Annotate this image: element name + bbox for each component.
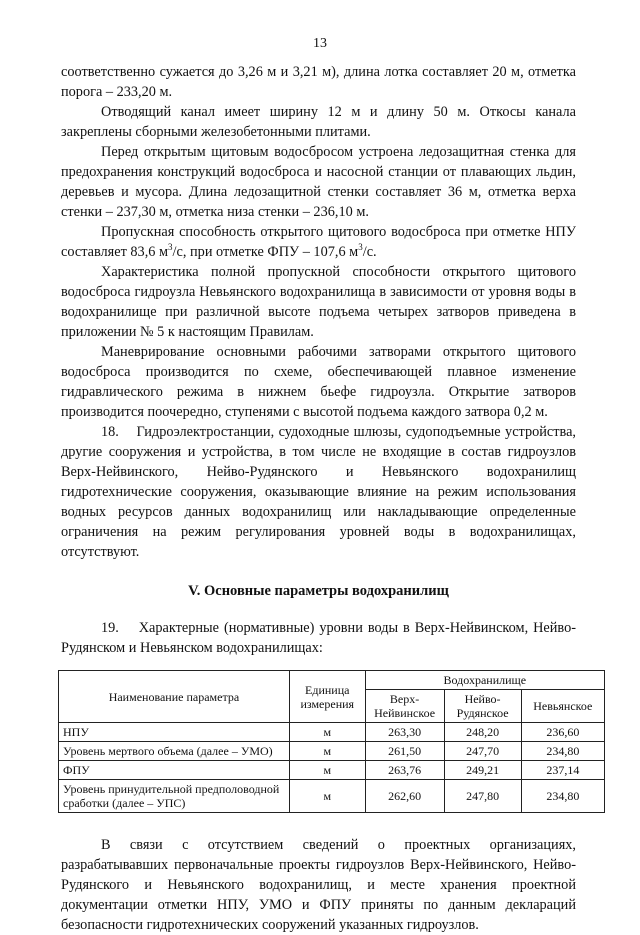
section-heading: V. Основные параметры водохранилищ — [188, 583, 449, 599]
capacity-unit-power-2: 3 — [358, 242, 363, 253]
row-unit: м — [289, 761, 365, 780]
row-value: 236,60 — [521, 723, 604, 742]
row-value: 263,30 — [365, 723, 444, 742]
page-number: 13 — [313, 36, 327, 51]
paragraph-ice-protection-wall: Перед открытым щитовым водосбросом устроена ледозащитная стенка для предохранения конструкций водосброса и насосной станции от плавающих льдин, деревьев и мусора. Длина ледозащитной стенки составляет 36 м, отметка верха стенки – 237,30 м, отметка низа стенки – 236,10 м. — [61, 144, 576, 220]
header-reservoir-group: Водохранилище — [365, 671, 604, 690]
row-value: 262,60 — [365, 780, 444, 813]
reservoir-levels-table — [58, 670, 605, 813]
row-parameter-name: Уровень мертвого объема (далее – УМО) — [59, 742, 290, 761]
header-unit: Единица измерения — [289, 671, 365, 723]
paragraph-outlet-channel: Отводящий канал имеет ширину 12 м и длину 50 м. Откосы канала закреплены сборными железобетонными плитами. — [61, 104, 576, 140]
row-unit: м — [289, 742, 365, 761]
table-row — [59, 761, 605, 780]
row-value: 261,50 — [365, 742, 444, 761]
paragraph-item-18: 18. Гидроэлектростанции, судоходные шлюзы, судоподъемные устройства, другие сооружения и устройства, в том числе не входящие в состав гидроузлов Верх-Нейвинского, Нейво-Рудянского и Невьянского водохранилищ гидротехнические сооружения, оказывающие влияние на режим использования водных ресурсов данных водохранилищ или накладывающие определенные ограничения на режим регулирования уровней воды в водохранилищах, отсутствуют. — [61, 424, 576, 560]
header-reservoir-nevyanskoe: Невьянское — [521, 690, 604, 723]
header-parameter-name: Наименование параметра — [59, 671, 290, 723]
capacity-text-part2: /с, при отметке ФПУ – 107,6 м — [172, 244, 359, 260]
table-row — [59, 780, 605, 813]
paragraph-closing: В связи с отсутствием сведений о проектных организациях, разрабатывавших первоначальные проекты гидроузлов Верх-Нейвинского, Нейво-Рудянского и Невьянского водохранилищ, и месте хранения проектной документации отметки НПУ, УМО и ФПУ приняты по данным деклараций безопасности гидротехнических сооружений указанных гидроузлов. — [61, 837, 576, 933]
row-unit: м — [289, 780, 365, 813]
row-unit: м — [289, 723, 365, 742]
document-body — [61, 62, 593, 935]
header-reservoir-neyvo-rudyanskoe: Нейво-Рудянское — [444, 690, 521, 723]
row-parameter-name: НПУ — [59, 723, 290, 742]
paragraph-spillway-capacity — [61, 222, 576, 262]
table-row — [59, 723, 605, 742]
paragraph-item-19: 19. Характерные (нормативные) уровни воды в Верх-Нейвинском, Нейво-Рудянском и Невьянском водохранилищах: — [61, 620, 576, 656]
table-row — [59, 742, 605, 761]
paragraph-gate-maneuvering: Маневрирование основными рабочими затворами открытого щитового водосброса производится по схеме, обеспечивающей плавное изменение гидравлического режима в нижнем бьефе гидроузла. Открытие затворов производится поочередно, ступенями с высотой подъема каждого затвора 0,2 м. — [61, 344, 576, 420]
capacity-text-part3: /с. — [362, 244, 377, 260]
row-value: 234,80 — [521, 780, 604, 813]
paragraph-spillway-continuation: соответственно сужается до 3,26 м и 3,21 м), длина лотка составляет 20 м, отметка порога – 233,20 м. — [61, 64, 576, 100]
paragraph-capacity-characteristic: Характеристика полной пропускной способности открытого щитового водосброса гидроузла Невьянского водохранилища в зависимости от уровня воды в водохранилище при различной высоте подъема четырех затворов приведена в приложении № 5 к настоящим Правилам. — [61, 264, 576, 340]
capacity-text-part1: Пропускная способность открытого щитового водосброса при отметке НПУ составляет 83,6 м — [61, 224, 576, 260]
row-value: 247,70 — [444, 742, 521, 761]
table-header-row — [59, 671, 605, 690]
row-parameter-name: ФПУ — [59, 761, 290, 780]
row-value: 234,80 — [521, 742, 604, 761]
row-value: 248,20 — [444, 723, 521, 742]
row-value: 249,21 — [444, 761, 521, 780]
row-value: 237,14 — [521, 761, 604, 780]
capacity-unit-power-1: 3 — [168, 242, 173, 253]
row-parameter-name: Уровень принудительной предполоводной сработки (далее – УПС) — [59, 780, 290, 813]
row-value: 263,76 — [365, 761, 444, 780]
row-value: 247,80 — [444, 780, 521, 813]
header-reservoir-verkh-neyvinskoe: Верх-Нейвинское — [365, 690, 444, 723]
